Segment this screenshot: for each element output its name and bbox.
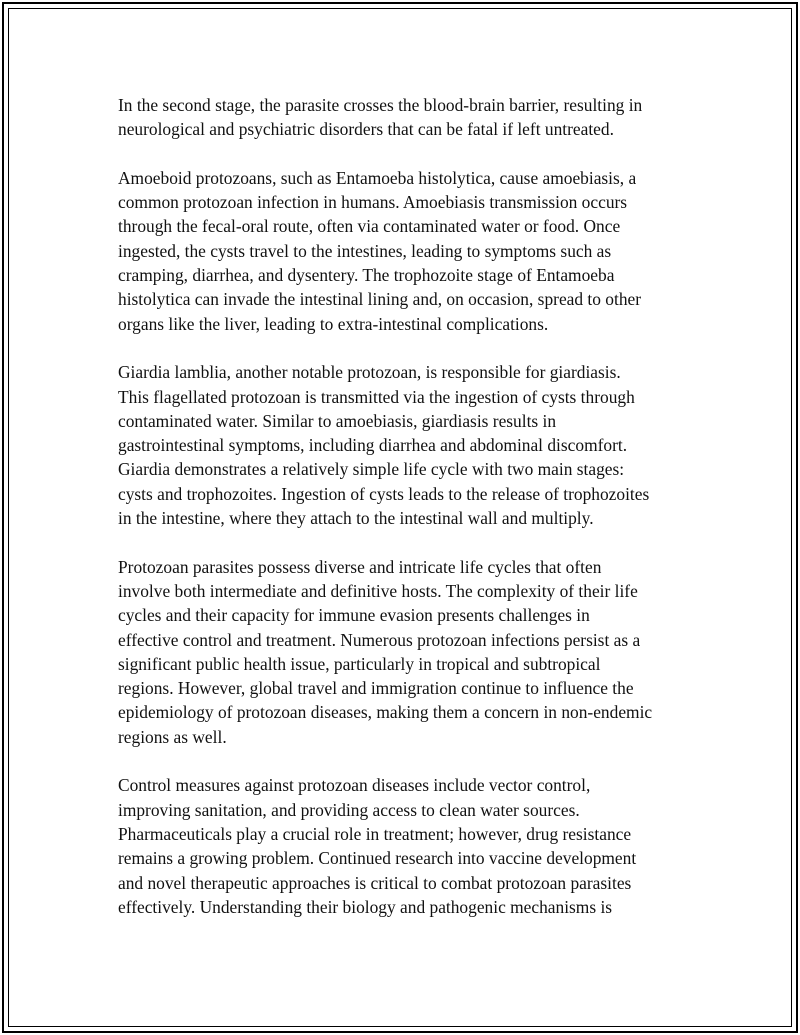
text-line: improving sanitation, and providing access to clean water sources. <box>118 799 580 820</box>
text-line: ingested, the cysts travel to the intestines, leading to symptoms such as <box>118 240 612 261</box>
text-line: cramping, diarrhea, and dysentery. The trophozoite stage of Entamoeba <box>118 265 615 286</box>
text-line: regions. However, global travel and immigration continue to influence the <box>118 678 634 699</box>
text-line: through the fecal-oral route, often via contaminated water or food. Once <box>118 216 621 237</box>
paragraph-blood-brain-barrier <box>118 93 693 142</box>
document-body <box>118 93 693 943</box>
text-line: regions as well. <box>118 726 227 747</box>
text-line: common protozoan infection in humans. Amoebiasis transmission occurs <box>118 192 628 213</box>
paragraph-amoeboid-protozoans <box>118 166 693 336</box>
text-line: Pharmaceuticals play a crucial role in treatment; however, drug resistance <box>118 823 632 844</box>
text-line: contaminated water. Similar to amoebiasis, giardiasis results in <box>118 410 557 431</box>
text-line: Giardia lamblia, another notable protozoan, is responsible for giardiasis. <box>118 362 621 383</box>
text-line: organs like the liver, leading to extra-intestinal complications. <box>118 313 549 334</box>
text-line: In the second stage, the parasite crosses the blood-brain barrier, resulting in <box>118 95 643 115</box>
text-line: cycles and their capacity for immune evasion presents challenges in <box>118 605 590 626</box>
text-line: Protozoan parasites possess diverse and intricate life cycles that often <box>118 556 602 577</box>
text-line: effectively. Understanding their biology and pathogenic mechanisms is <box>118 896 613 917</box>
text-line: cysts and trophozoites. Ingestion of cysts leads to the release of trophozoites <box>118 483 650 504</box>
text-line: Control measures against protozoan diseases include vector control, <box>118 775 591 796</box>
text-line: and novel therapeutic approaches is critical to combat protozoan parasites <box>118 872 632 893</box>
paragraph-protozoan-life-cycles <box>118 555 693 749</box>
text-line: remains a growing problem. Continued research into vaccine development <box>118 848 637 869</box>
text-line: histolytica can invade the intestinal lining and, on occasion, spread to other <box>118 289 642 310</box>
paragraph-giardia-lamblia <box>118 360 693 530</box>
text-line: involve both intermediate and definitive hosts. The complexity of their life <box>118 580 638 601</box>
paragraph-control-measures <box>118 773 693 919</box>
text-line: in the intestine, where they attach to the intestinal wall and multiply. <box>118 508 594 529</box>
text-line: neurological and psychiatric disorders that can be fatal if left untreated. <box>118 119 614 140</box>
text-line: significant public health issue, particularly in tropical and subtropical <box>118 653 601 674</box>
text-line: Giardia demonstrates a relatively simple life cycle with two main stages: <box>118 459 625 480</box>
text-line: Amoeboid protozoans, such as Entamoeba histolytica, cause amoebiasis, a <box>118 167 637 188</box>
text-line: epidemiology of protozoan diseases, making them a concern in non-endemic <box>118 702 653 723</box>
text-line: effective control and treatment. Numerous protozoan infections persist as a <box>118 629 641 650</box>
text-line: gastrointestinal symptoms, including diarrhea and abdominal discomfort. <box>118 435 628 456</box>
text-line: This flagellated protozoan is transmitted via the ingestion of cysts through <box>118 386 635 407</box>
